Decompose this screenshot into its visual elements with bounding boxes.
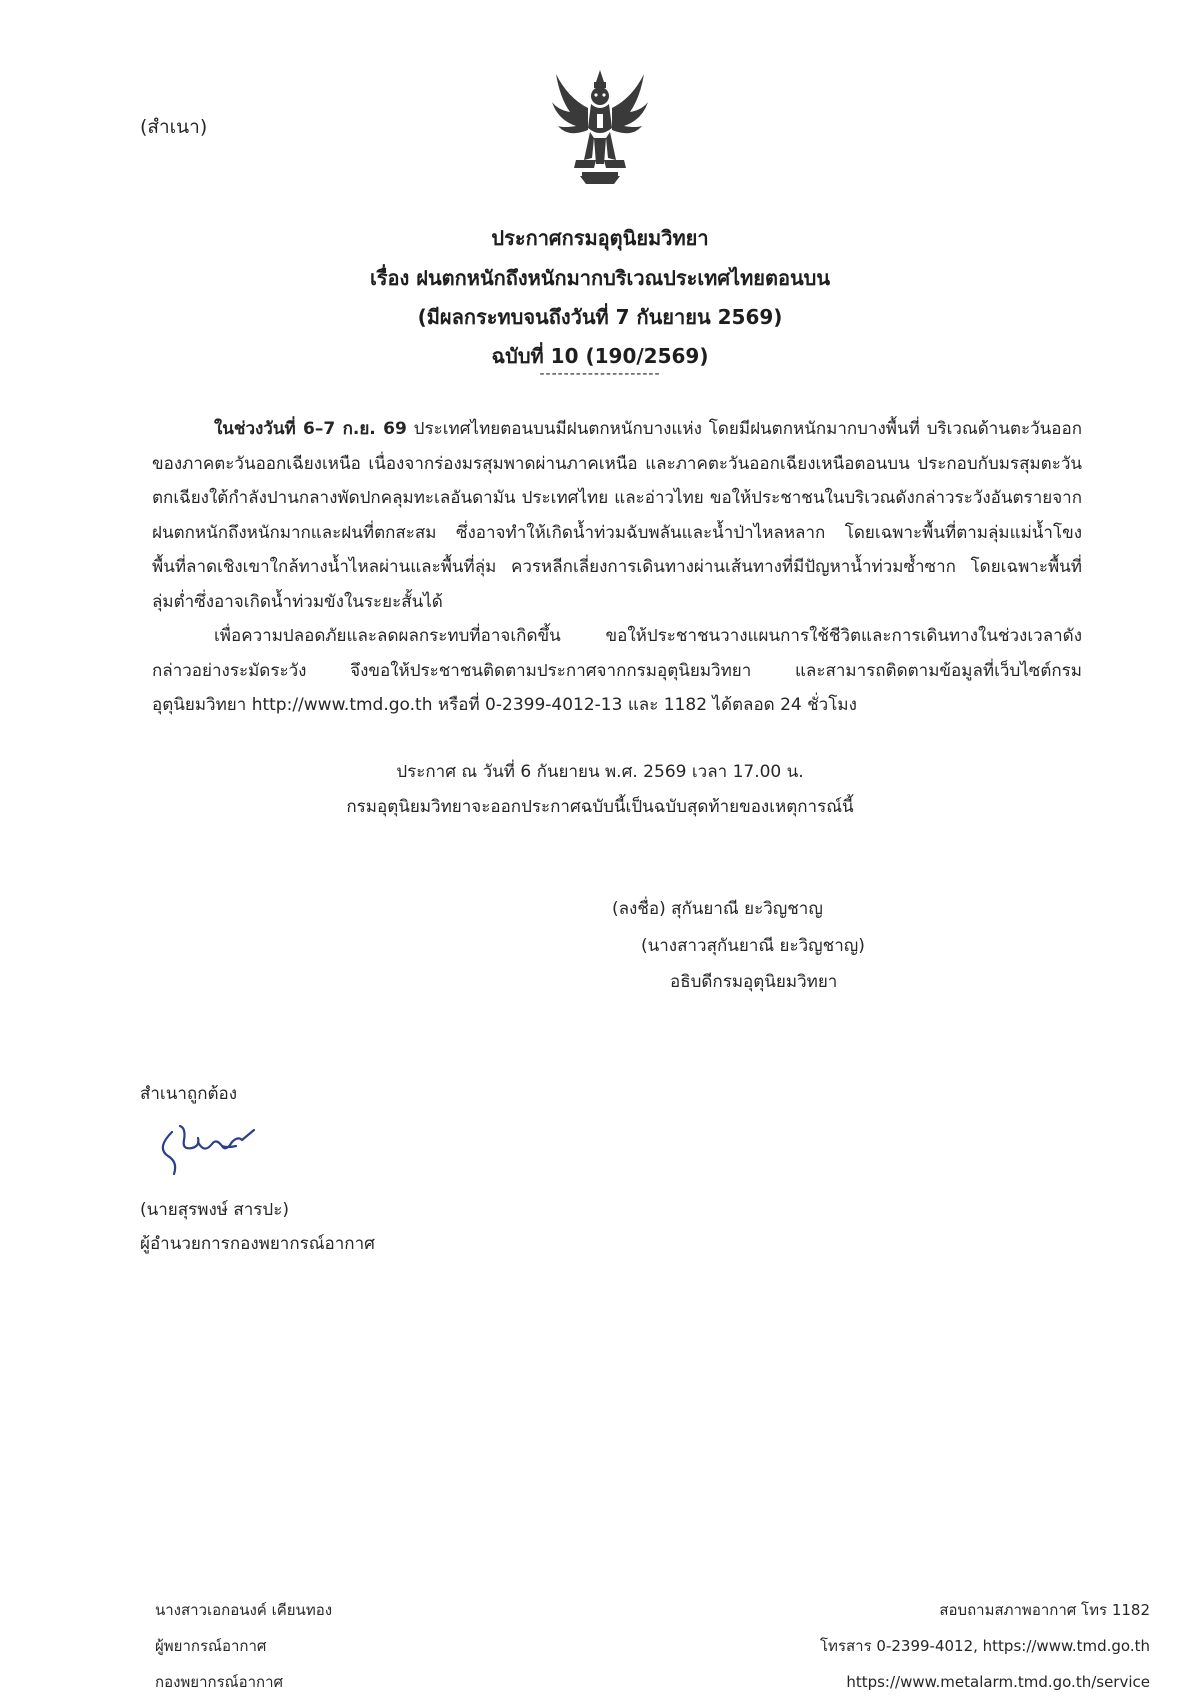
body-paragraph-1-lead: ในช่วงวันที่ 6–7 ก.ย. 69 (214, 419, 407, 439)
footer-service-link: https://www.metalarm.tmd.go.th/service (846, 1673, 1150, 1691)
copy-label: (สำเนา) (140, 116, 208, 138)
document-subject: เรื่อง ฝนตกหนักถึงหนักมากบริเวณประเทศไทยตอนบน (369, 266, 831, 290)
handwritten-signature-icon (152, 1118, 270, 1180)
announcement-block (0, 755, 1200, 825)
announcement-date: ประกาศ ณ วันที่ 6 กันยายน พ.ศ. 2569 เวลา 17.00 น. (396, 762, 804, 782)
document-effective-date: (มีผลกระทบจนถึงวันที่ 7 กันยายน 2569) (417, 305, 783, 329)
body-paragraph-1-text: ประเทศไทยตอนบนมีฝนตกหนักบางแห่ง โดยมีฝนตกหนักมากบางพื้นที่ บริเวณด้านตะวันออกของภาคตะวันออกเฉียงเหนือ เนื่องจากร่องมรสุมพาดผ่านภาคเหนือ และภาคตะวันออกเฉียงเหนือตอนบน ประกอบกับมรสุมตะวันตกเฉียงใต้กำลังปานกลางพัดปกคลุมทะเลอันดามัน ประเทศไทย และอ่าวไทย ขอให้ประชาชนในบริเวณดังกล่าวระวังอันตรายจากฝนตกหนักถึงหนักมากและฝนที่ตกสะสม ซึ่งอาจทำให้เกิดน้ำท่วมฉับพลันและน้ำป่าไหลหลาก โดยเฉพาะพื้นที่ตามลุ่มแม่น้ำโขง พื้นที่ลาดเชิงเขาใกล้ทางน้ำไหลผ่านและพื้นที่ลุ่ม ควรหลีกเลี่ยงการเดินทางผ่านเส้นทางที่มีปัญหาน้ำท่วมซ้ำซาก โดยเฉพาะพื้นที่ลุ่มต่ำซึ่งอาจเกิดน้ำท่วมขังในระยะสั้นได้ (152, 419, 1083, 612)
footer-forecaster-division: กองพยากรณ์อากาศ (155, 1673, 284, 1691)
signatory-position: อธิบดีกรมอุตุนิยมวิทยา (670, 972, 838, 992)
footer-contact (820, 1592, 1150, 1700)
certified-copy-label: สำเนาถูกต้อง (140, 1084, 238, 1104)
footer-fax-website: โทรสาร 0-2399-4012, https://www.tmd.go.th (820, 1637, 1150, 1655)
footer-forecaster (155, 1592, 332, 1700)
announcement-final-note: กรมอุตุนิยมวิทยาจะออกประกาศฉบับนี้เป็นฉบับสุดท้ายของเหตุการณ์นี้ (346, 797, 854, 817)
heading-divider: -------------------- (539, 366, 661, 382)
footer-forecaster-title: ผู้พยากรณ์อากาศ (155, 1637, 267, 1655)
footer-forecaster-name: นางสาวเอกอนงค์ เคียนทอง (155, 1601, 333, 1619)
signatory-name: (นางสาวสุกันยาณี ยะวิญชาญ) (641, 936, 865, 956)
certifier-name: (นายสุรพงษ์ สารปะ) (140, 1200, 289, 1220)
document-title: ประกาศกรมอุตุนิยมวิทยา (491, 226, 709, 250)
document-issue-number: ฉบับที่ 10 (190/2569) (491, 344, 709, 368)
certifier-position: ผู้อำนวยการกองพยากรณ์อากาศ (140, 1234, 375, 1254)
body-paragraph-1 (152, 412, 1082, 619)
garuda-emblem-icon (550, 68, 650, 186)
signatory-signed: (ลงชื่อ) สุกันยาณี ยะวิญชาญ (612, 899, 823, 919)
footer-phone: สอบถามสภาพอากาศ โทร 1182 (939, 1601, 1150, 1619)
body-paragraph-2: เพื่อความปลอดภัยและลดผลกระทบที่อาจเกิดขึ้น ขอให้ประชาชนวางแผนการใช้ชีวิตและการเดินทางในช่วงเวลาดังกล่าวอย่างระมัดระวัง จึงขอให้ประชาชนติดตามประกาศจากกรมอุตุนิยมวิทยา และสามารถติดตามข้อมูลที่เว็บไซต์กรมอุตุนิยมวิทยา http://www.tmd.go.th หรือที่ 0-2399-4012-13 และ 1182 ได้ตลอด 24 ชั่วโมง (152, 626, 1082, 715)
